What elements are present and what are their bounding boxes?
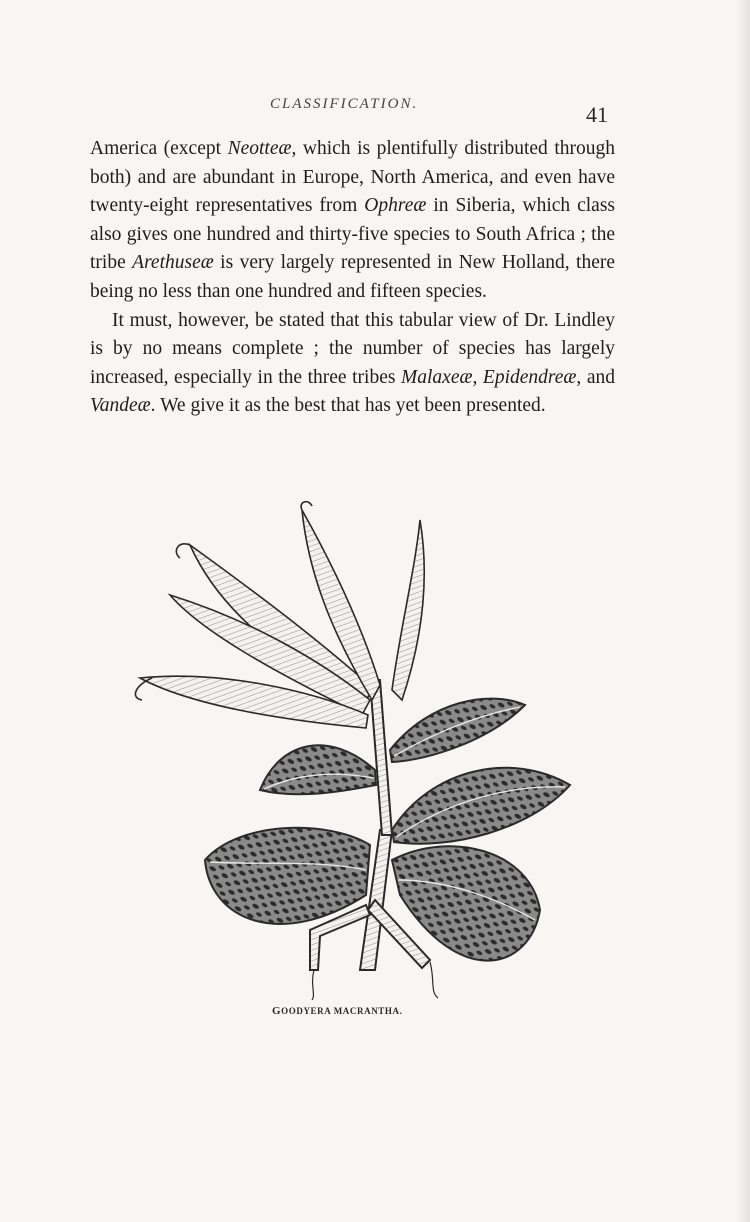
caption-rest: OODYERA MACRANTHA. bbox=[281, 1006, 403, 1016]
leaf-mid-right bbox=[392, 768, 570, 844]
leaf-mid-left bbox=[260, 745, 376, 794]
text-run: . We give it as the best that has yet been presented. bbox=[150, 395, 546, 417]
leaf-lower-left bbox=[205, 828, 370, 924]
figure-caption bbox=[272, 1005, 402, 1017]
paragraph bbox=[90, 135, 615, 307]
text-run: is very largely represented in New Holland, there being no less than one hundred and fifteen species. bbox=[90, 252, 616, 302]
running-head: CLASSIFICATION. bbox=[270, 96, 419, 112]
page-number: 41 bbox=[586, 102, 608, 127]
italic-term: Neotteæ bbox=[227, 138, 292, 159]
text-run: , which is plentifully distributed through both) and are abundant in Europe, North America, and even have twenty-eight representatives from bbox=[90, 138, 615, 217]
italic-term: Arethuseæ bbox=[132, 252, 214, 274]
orchid-illustration bbox=[130, 500, 590, 1000]
italic-term: Vandeæ bbox=[90, 395, 151, 417]
paragraph bbox=[90, 307, 615, 421]
italic-term: Epidendreæ bbox=[482, 366, 577, 388]
leaf-upper-right bbox=[390, 699, 525, 762]
italic-term: Ophreæ bbox=[364, 195, 427, 217]
italic-term: Malaxeæ bbox=[401, 366, 473, 388]
text-run: , and bbox=[576, 366, 615, 388]
text-run: in Siberia, which class also gives one hundred and thirty-five species to South Africa ; the tribe bbox=[90, 195, 616, 274]
text-run: , bbox=[472, 366, 483, 388]
body-text bbox=[90, 135, 615, 421]
caption-initial: G bbox=[272, 1005, 282, 1017]
text-run: America (except bbox=[90, 138, 228, 159]
page-edge-shadow bbox=[736, 0, 750, 1222]
text-run: It must, however, be stated that this tabular view of Dr. Lindley is by no means complete ; the number of species has largely increased, especially in the three tribes bbox=[90, 309, 615, 388]
